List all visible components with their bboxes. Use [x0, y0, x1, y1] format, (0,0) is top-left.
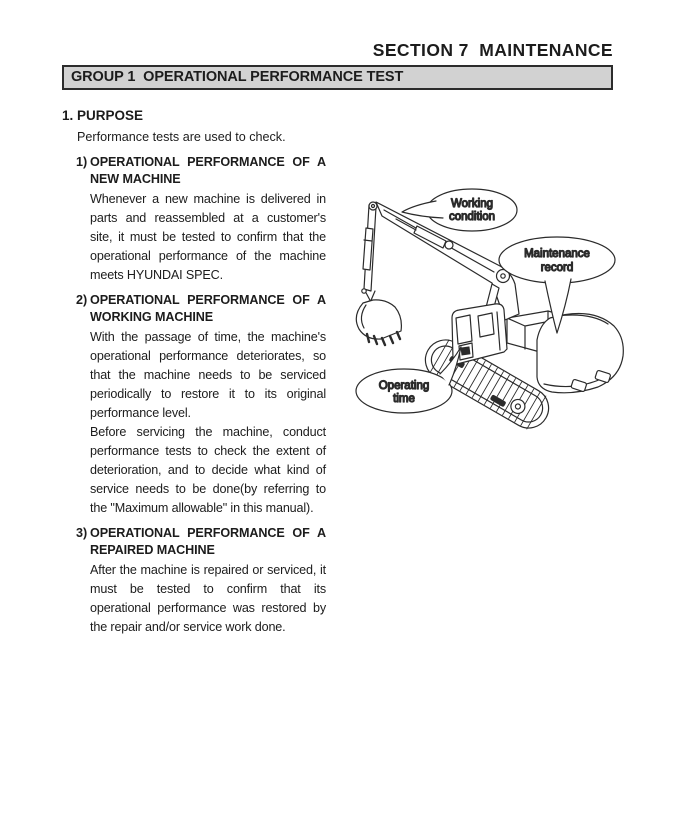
item-title: OPERATIONAL PERFORMANCE OF A REPAIRED MACHINE — [90, 526, 326, 557]
bubble-label: record — [540, 262, 574, 274]
item-title: OPERATIONAL PERFORMANCE OF A NEW MACHINE — [90, 155, 326, 186]
item-title: OPERATIONAL PERFORMANCE OF A WORKING MACHINE — [90, 293, 326, 324]
list-item — [76, 525, 328, 637]
item-number: 2) — [76, 293, 88, 307]
item-number: 3) — [76, 526, 88, 540]
svg-text:Working — [451, 198, 493, 210]
excavator-cab-icon — [452, 304, 507, 364]
purpose-heading: 1. PURPOSE — [62, 108, 144, 123]
list-item — [76, 292, 328, 518]
purpose-intro: Performance tests are used to check. — [77, 130, 286, 144]
bubble-label: Operating — [378, 380, 430, 392]
item-number: 1) — [76, 155, 88, 169]
purpose-section — [62, 108, 328, 637]
svg-text:record — [541, 262, 574, 274]
list-item — [76, 154, 328, 285]
item-body — [90, 154, 326, 285]
excavator-body-icon — [507, 311, 623, 393]
section-title: SECTION 7 MAINTENANCE — [372, 40, 613, 60]
item-paragraph: With the passage of time, the machine's operational performance deteriorates, so that the machine needs to be serviced periodically to restore it to its original performance level. — [90, 330, 326, 420]
group-title-bar: GROUP 1 OPERATIONAL PERFORMANCE TEST — [62, 65, 613, 90]
item-body — [90, 525, 326, 637]
svg-text:time — [393, 393, 415, 405]
svg-text:Operating — [379, 380, 430, 392]
item-paragraph: Before servicing the machine, conduct performance tests to check the extent of deterioration, and to decide what kind of service needs to be done(by referring to the "Maximum allowable" in this manual). — [90, 425, 326, 515]
excavator-illustration — [338, 168, 672, 470]
bubble-label: Maintenance — [524, 248, 590, 260]
item-paragraph: After the machine is repaired or serviced, it must be tested to confirm that its operational performance was restored by the repair and/or service work done. — [90, 563, 326, 634]
bubble-label: condition — [448, 211, 496, 223]
bubble-label: time — [393, 393, 415, 405]
svg-text:condition — [449, 211, 495, 223]
svg-text:Maintenance — [524, 248, 590, 260]
item-paragraph: Whenever a new machine is delivered in parts and reassembled at a customer's site, it must be tested to confirm that the operational performance of the machine meets HYUNDAI SPEC. — [90, 192, 326, 282]
item-body — [90, 292, 326, 518]
bubble-label: Working — [451, 198, 493, 210]
